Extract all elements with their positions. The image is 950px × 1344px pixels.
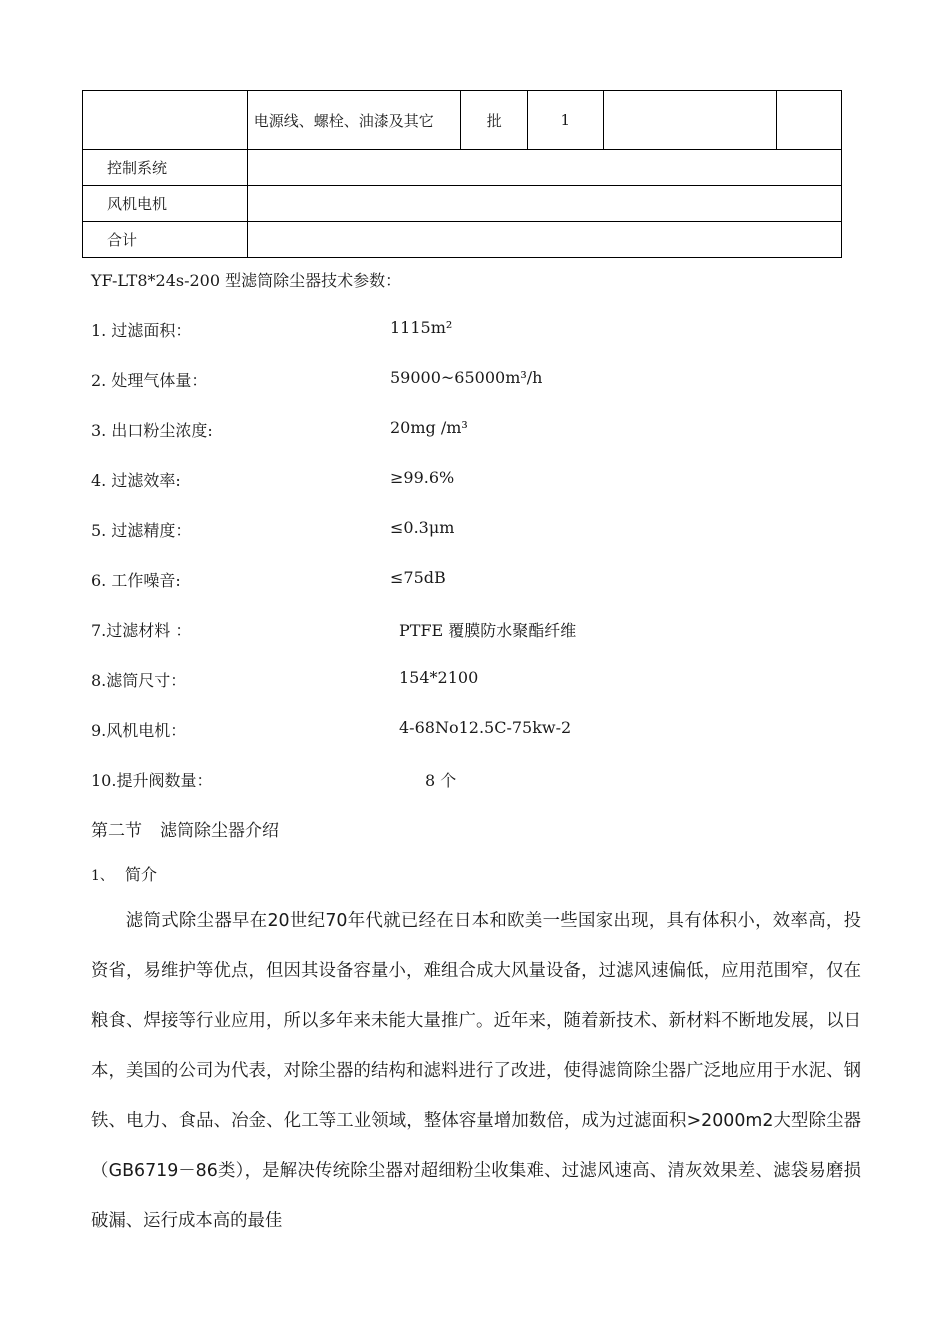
param-row <box>91 568 791 596</box>
section-name: 滤筒除尘器介绍 <box>160 821 279 841</box>
param-row <box>91 718 791 746</box>
param-label: 5. 过滤精度： <box>91 521 192 540</box>
item-name: 电源线、螺栓、油漆及其它 <box>253 111 434 130</box>
param-label: 4. 过滤效率: <box>91 471 181 490</box>
section-number: 第二节 <box>91 821 142 841</box>
param-row <box>91 518 791 546</box>
table-row <box>83 186 842 222</box>
param-value: PTFE 覆膜防水聚酯纤维 <box>399 621 577 640</box>
param-row <box>91 468 791 496</box>
param-label: 3. 出口粉尘浓度: <box>91 421 213 440</box>
param-value: 20mg /m³ <box>390 418 468 437</box>
param-value: 4-68No12.5C-75kw-2 <box>399 718 572 737</box>
table-cell: 批 <box>461 91 527 150</box>
table-cell <box>247 91 461 150</box>
equipment-table <box>82 90 842 258</box>
param-row <box>91 768 791 796</box>
intro-paragraph: 滤筒式除尘器早在20世纪70年代就已经在日本和欧美一些国家出现，具有体积小，效率高，投资省，易维护等优点，但因其设备容量小，难组合成大风量设备，过滤风速偏低，应用范围窄，仅在粮食、焊接等行业应用，所以多年来未能大量推广。近年来，随着新技术、新材料不断地发展，以日本，美国的公司为代表，对除尘器的结构和滤料进行了改进，使得滤筒除尘器广泛地应用于水泥、钢铁、电力、食品、冶金、化工等工业领域，整体容量增加数倍，成为过滤面积>2000m2大型除尘器（GB6719－86类），是解决传统除尘器对超细粉尘收集难、过滤风速高、清灰效果差、滤袋易磨损破漏、运行成本高的最佳 <box>91 911 861 1231</box>
param-label: 1. 过滤面积： <box>91 321 192 340</box>
param-value: ≤0.3μm <box>390 518 455 537</box>
param-label: 7.过滤材料 ： <box>91 621 192 640</box>
param-label: 2. 处理气体量： <box>91 371 208 390</box>
table-cell <box>603 91 776 150</box>
row-label: 合计 <box>83 222 248 258</box>
param-row <box>91 318 791 346</box>
param-row <box>91 618 791 646</box>
subsection-number: 1、 <box>91 868 114 884</box>
param-row <box>91 418 791 446</box>
param-label: 8.滤筒尺寸： <box>91 671 187 690</box>
param-label: 9.风机电机： <box>91 721 187 740</box>
table-cell <box>777 91 842 150</box>
param-value: 1115m² <box>390 318 453 337</box>
spec-heading: YF-LT8*24s-200 型滤筒除尘器技术参数： <box>91 271 402 290</box>
section-title <box>91 816 279 841</box>
param-label: 10.提升阀数量： <box>91 771 213 790</box>
table-row <box>83 222 842 258</box>
param-value: ≤75dB <box>390 568 446 587</box>
table-cell: 1 <box>527 91 603 150</box>
param-value: 59000~65000m³/h <box>390 368 543 387</box>
table-row <box>83 150 842 186</box>
param-row <box>91 368 791 396</box>
table-row <box>83 91 842 150</box>
row-value <box>247 186 841 222</box>
param-value: 8 个 <box>425 771 457 790</box>
row-label: 控制系统 <box>83 150 248 186</box>
row-label: 风机电机 <box>83 186 248 222</box>
param-value: ≥99.6% <box>390 468 455 487</box>
subsection-title <box>91 862 157 885</box>
param-row <box>91 668 791 696</box>
param-label: 6. 工作噪音: <box>91 571 181 590</box>
row-value <box>247 222 841 258</box>
table-cell <box>83 91 248 150</box>
row-value <box>247 150 841 186</box>
subsection-name: 简介 <box>125 865 158 884</box>
param-value: 154*2100 <box>399 668 479 687</box>
